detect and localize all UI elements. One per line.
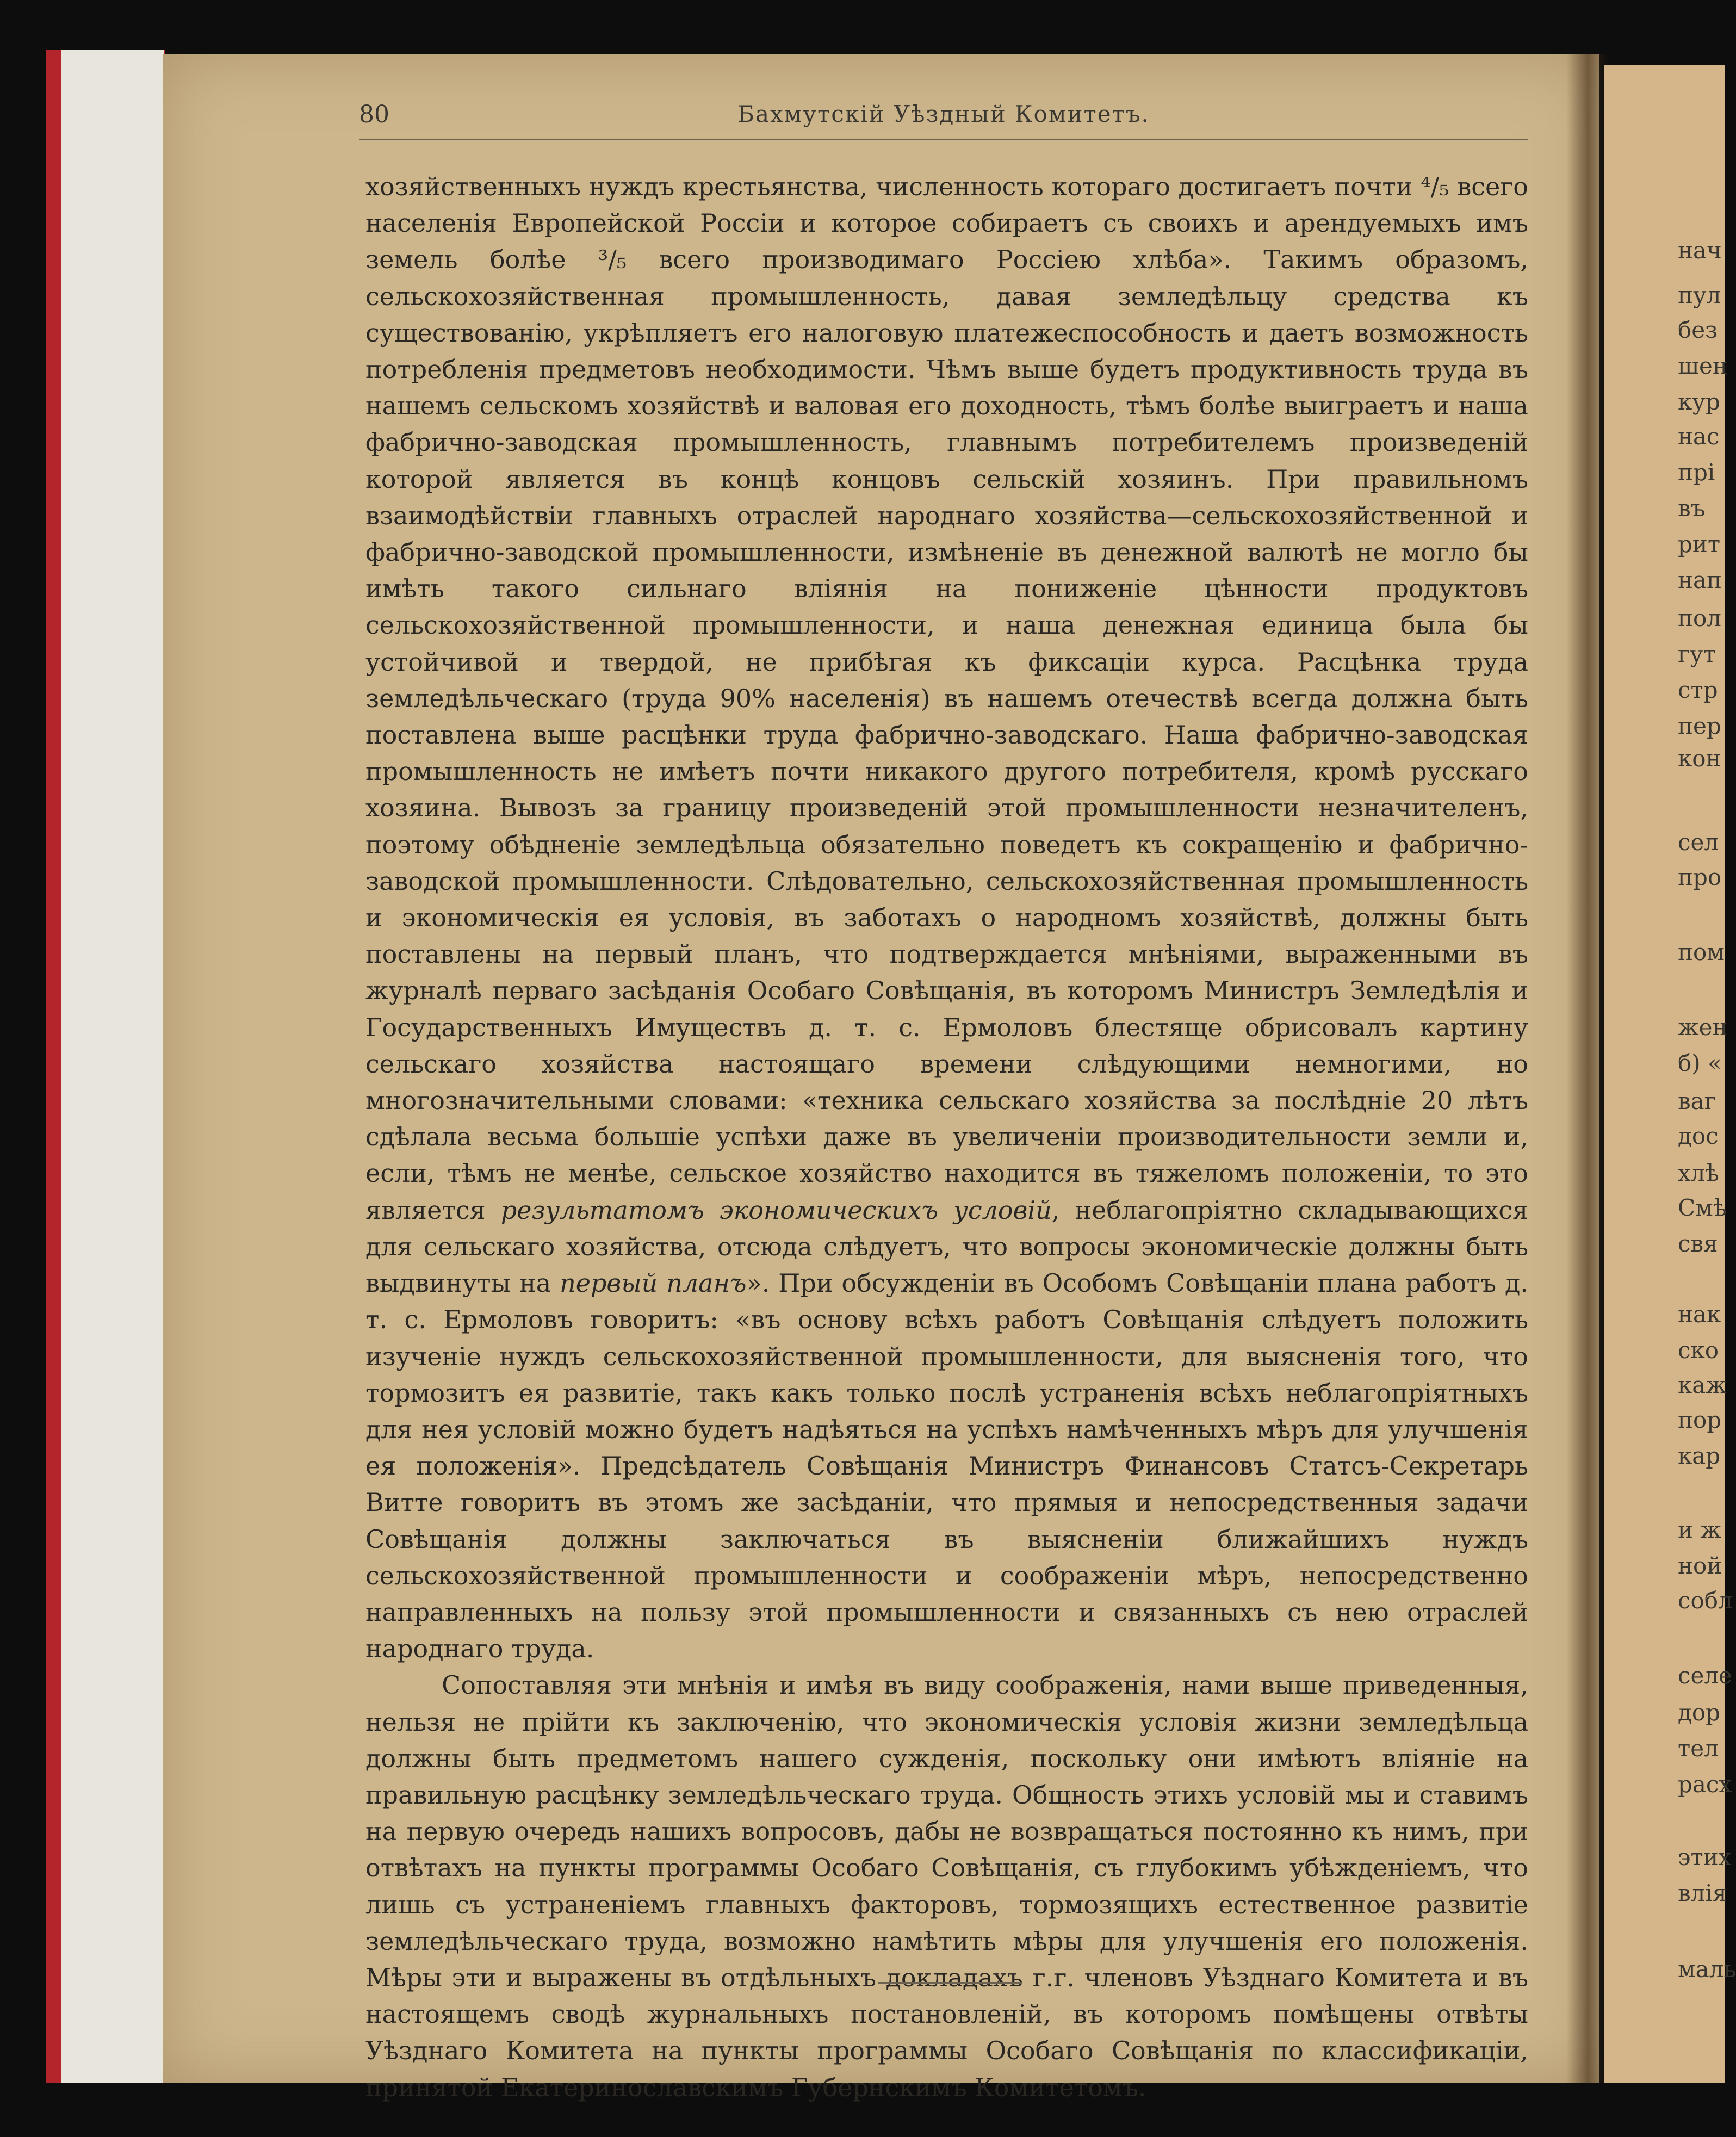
facing-page-fragment: нас: [1678, 423, 1720, 450]
facing-page-fragment: кар: [1678, 1442, 1721, 1469]
facing-page-fragment: каж: [1678, 1372, 1727, 1398]
facing-page-fragment: селе: [1678, 1662, 1732, 1689]
running-title: Бахмутскій Уѣздный Комитетъ.: [737, 101, 1150, 127]
page-number: 80: [359, 101, 389, 128]
book-gutter: [1566, 54, 1610, 2083]
facing-page-fragment: маль: [1678, 1956, 1736, 1983]
facing-page-fragment: въ: [1678, 495, 1706, 522]
facing-page-fragment: прі: [1678, 459, 1715, 486]
facing-page-fragment: сел: [1678, 829, 1719, 856]
facing-page-fragment: пул: [1678, 282, 1721, 308]
emphasis-text: результатомъ экономическихъ условій: [500, 1195, 1052, 1225]
body-text: [365, 169, 1528, 2106]
paragraph-text: хозяйственныхъ нуждъ крестьянства, численность котораго достигаетъ почти ⁴/₅ всего населенія Европейской Россіи и которое собираетъ съ своихъ и арендуемыхъ имъ земель болѣе ³/₅ всего производимаго Россіею хлѣба». Такимъ образомъ, сельскохозяйственная промышленность, давая земледѣльцу средства къ существованію, укрѣпляетъ его налоговую платежеспособность и даетъ возможность потребленія предметовъ необходимости. Чѣмъ выше будетъ продуктивность труда въ нашемъ сельскомъ хозяйствѣ и валовая его доходность, тѣмъ болѣе выиграетъ и наша фабрично-заводская промышленность, главнымъ потребителемъ произведеній которой является въ концѣ концовъ сельскій хозяинъ. При правильномъ взаимодѣйствіи главныхъ отраслей народнаго хозяйства—сельскохозяйственной и фабрично-заводской промышленности, измѣненіе въ денежной валютѣ не могло бы имѣть такого сильнаго вліянія на пониженіе цѣнности продуктовъ сельскохозяйственной промышленности, и наша денежная единица была бы устойчивой и твердой, не прибѣгая къ фиксаціи курса. Расцѣнка труда земледѣльческаго (труда 90% населенія) въ нашемъ отечествѣ всегда должна быть поставлена выше расцѣнки труда фабрично-заводскаго. Наша фабрично-заводская промышленность не имѣетъ почти никакого другого потребителя, кромѣ русскаго хозяина. Вывозъ за границу произведеній этой промышленности незначителенъ, поэтому обѣдненіе земледѣльца обязательно поведетъ къ сокращенію и фабрично-заводской промышленности. Слѣдовательно, сельскохозяйственная промышленность и экономическія ея условія, въ заботахъ о народномъ хозяйствѣ, должны быть поставлены на первый планъ, что подтверждается мнѣніями, выраженными въ журналѣ перваго засѣданія Особаго Совѣщанія, въ которомъ Министръ Земледѣлія и Государственныхъ Имуществъ д. т. с. Ермоловъ блестяще обрисовалъ картину сельскаго хозяйства настоящаго времени слѣдующими немногими, но многозначительными словами: «техника сельскаго хозяйства за послѣдніе 20 лѣтъ сдѣлала весьма большіе успѣхи даже въ увеличеніи производительности земли и, если, тѣмъ не менѣе, сельское хозяйство находится въ тяжеломъ положеніи, то это является: [365, 172, 1528, 1225]
end-rule: [878, 1982, 1022, 1984]
facing-page-fragment: дор: [1678, 1699, 1721, 1726]
facing-page-fragment: ваг: [1678, 1088, 1716, 1114]
paragraph: [365, 169, 1528, 1667]
paragraph-text: ». При обсужденіи въ Особомъ Совѣщаніи плана работъ д. т. с. Ермоловъ говоритъ: «въ основу всѣхъ работъ Совѣщанія слѣдуетъ положить изученіе нуждъ сельскохозяйственной промышленности, для выясненія того, что тормозитъ ея развитіе, такъ какъ только послѣ устраненія всѣхъ неблагопріятныхъ для нея условій можно будетъ надѣяться на успѣхъ намѣченныхъ мѣръ для улучшенія ея положенія». Предсѣдатель Совѣщанія Министръ Финансовъ Статсъ-Секретарь Витте говоритъ въ этомъ же засѣданіи, что прямыя и непосредственныя задачи Совѣщанія должны заключаться въ выясненіи ближайшихъ нуждъ сельскохозяйственной промышленности и соображеніи мѣръ, непосредственно направленныхъ на пользу этой промышленности и связанныхъ съ нею отраслей народнаго труда.: [365, 1268, 1528, 1664]
emphasis-text: первый планъ: [560, 1268, 747, 1298]
facing-page-fragment: и ж: [1678, 1516, 1721, 1543]
facing-page-fragment: собл: [1678, 1587, 1733, 1614]
facing-page-fragment: пер: [1678, 713, 1721, 739]
facing-page-fragment: без: [1678, 317, 1718, 343]
facing-page-fragment: кон: [1678, 745, 1721, 772]
facing-page-fragment: стр: [1678, 677, 1718, 703]
facing-page-fragment: расх: [1678, 1771, 1732, 1798]
facing-page-fragment: пор: [1678, 1407, 1722, 1433]
paragraph-text: , неблагопріятно складывающихся для сельскаго хозяйства, отсюда слѣдуетъ, что вопросы экономическіе должны быть выдвинуты на: [365, 1195, 1529, 1298]
paragraph-text: Сопоставляя эти мнѣнія и имѣя въ виду соображенія, нами выше приведенныя, нельзя не прійти къ заключенію, что экономическія условія жизни земледѣльца должны быть предметомъ нашего сужденія, поскольку они имѣютъ вліяніе на правильную расцѣнку земледѣльческаго труда. Общность этихъ условій мы и ставимъ на первую очередь нашихъ вопросовъ, дабы не возвращаться постоянно къ нимъ, при отвѣтахъ на пункты программы Особаго Совѣщанія, съ глубокимъ убѣжденіемъ, что лишь съ устраненіемъ главныхъ факторовъ, тормозящихъ естественное развитіе земледѣльческаго труда, возможно намѣтить мѣры для улучшенія его положенія. Мѣры эти и выражены въ отдѣльныхъ докладахъ г.г. членовъ Уѣзднаго Комитета и въ настоящемъ сводѣ журнальныхъ постановленій, въ которомъ помѣщены отвѣты Уѣзднаго Комитета на пункты программы Особаго Совѣщанія по классификаціи, принятой Екатеринославскимъ Губернскимъ Комитетомъ.: [365, 1670, 1528, 2102]
facing-page-fragment: свя: [1678, 1230, 1718, 1257]
facing-page-fragment: жен: [1678, 1014, 1728, 1040]
page-header: [359, 101, 1528, 140]
facing-page-fragment: кур: [1678, 388, 1720, 415]
facing-page-fragment: рит: [1678, 531, 1721, 558]
facing-page-fragment: гут: [1678, 641, 1716, 667]
facing-page-fragment: дос: [1678, 1123, 1719, 1149]
facing-page-fragment: нак: [1678, 1301, 1721, 1328]
facing-page-fragment: б) «: [1678, 1050, 1722, 1076]
facing-page-fragment: хлѣ: [1678, 1160, 1719, 1186]
paragraph: [365, 1667, 1528, 2105]
facing-page-fragment: этих: [1678, 1844, 1732, 1870]
facing-page-fragment: пол: [1678, 605, 1721, 631]
facing-page-fragment: тел: [1678, 1735, 1719, 1762]
cover-board: [61, 50, 164, 2083]
facing-page-fragment: про: [1678, 864, 1722, 890]
facing-page-fragment: ной: [1678, 1552, 1722, 1579]
facing-page-fragment: Смѣ: [1678, 1194, 1727, 1221]
facing-page-fragment: нач: [1678, 237, 1722, 264]
facing-page-fragment: шен: [1678, 352, 1728, 379]
facing-page-fragment: ско: [1678, 1337, 1719, 1364]
facing-page-fragment: влія: [1678, 1880, 1727, 1906]
facing-page-fragment: нап: [1678, 567, 1722, 593]
facing-page-fragment: пом: [1678, 939, 1725, 965]
